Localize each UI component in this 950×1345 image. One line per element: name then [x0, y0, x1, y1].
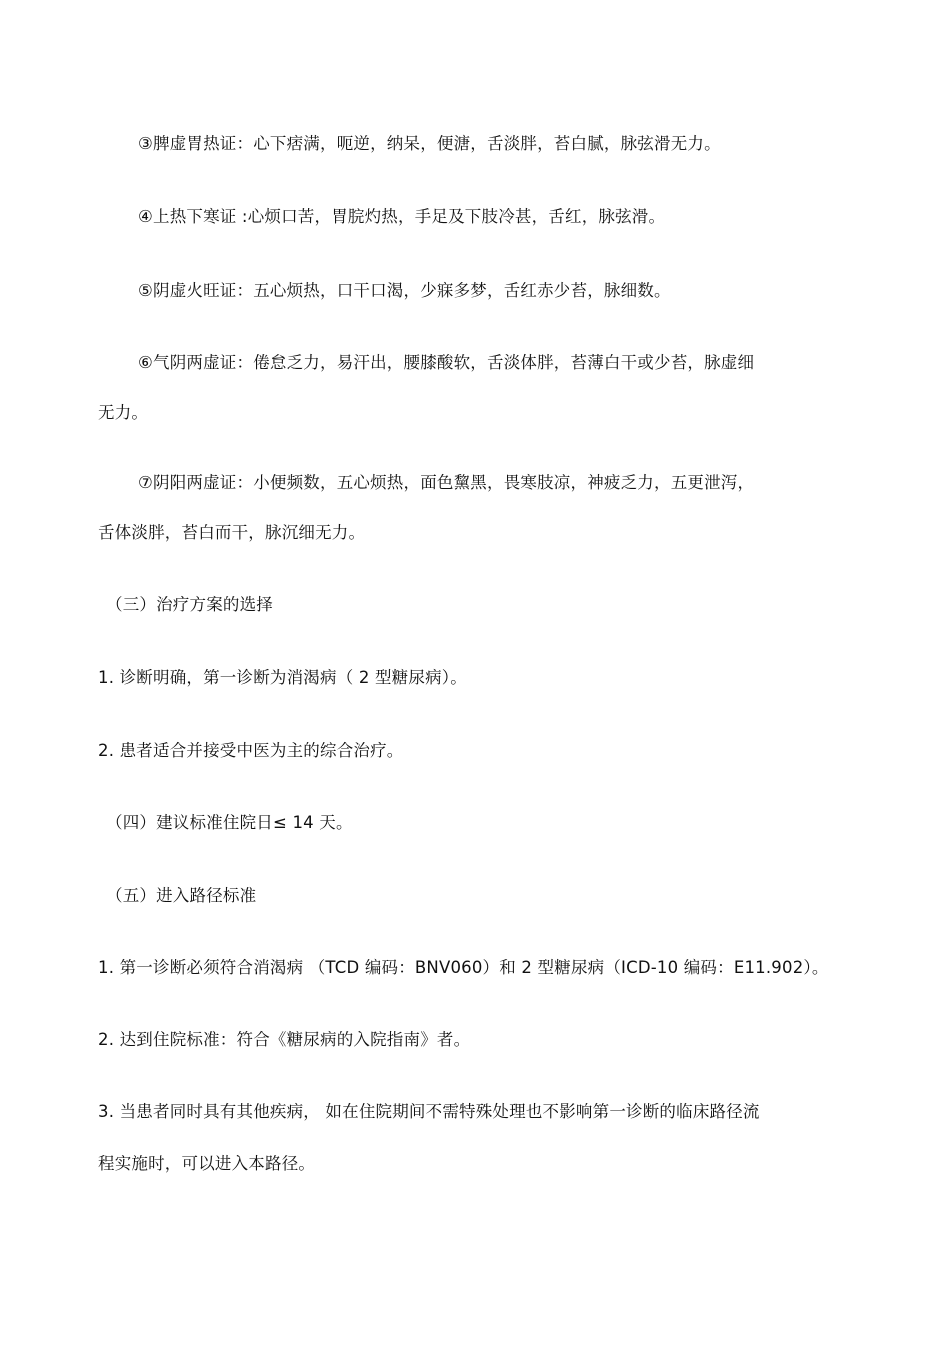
item-comprehensive-treatment: 2. 患者适合并接受中医为主的综合治疗。 — [98, 741, 404, 760]
paragraph-qi-yin-deficiency-line1: ⑥气阴两虚证：倦怠乏力，易汗出，腰膝酸软，舌淡体胖，苔薄白干或少苔，脉虚细 — [138, 353, 755, 372]
paragraph-yin-deficiency-fire: ⑤阴虚火旺证：五心烦热，口干口渴，少寐多梦，舌红赤少苔，脉细数。 — [138, 281, 671, 300]
paragraph-qi-yin-deficiency-line2: 无力。 — [98, 403, 149, 422]
item-comorbidity-line1: 3. 当患者同时具有其他疾病， 如在住院期间不需特殊处理也不影响第一诊断的临床路径流 — [98, 1102, 760, 1121]
paragraph-yin-yang-deficiency-line1: ⑦阴阳两虚证：小便频数，五心烦热，面色黧黑，畏寒肢凉，神疲乏力，五更泄泻， — [138, 473, 755, 492]
paragraph-spleen-stomach-heat: ③脾虚胃热证：心下痞满，呃逆，纳呆，便溏，舌淡胖，苔白腻，脉弦滑无力。 — [138, 134, 721, 153]
item-first-diagnosis-codes: 1. 第一诊断必须符合消渴病 （TCD 编码：BNV060）和 2 型糖尿病（ICD-10 编码：E11.902）。 — [98, 958, 829, 977]
paragraph-upper-heat-lower-cold: ④上热下寒证 :心烦口苦，胃脘灼热，手足及下肢冷甚，舌红，脉弦滑。 — [138, 207, 666, 226]
item-diagnosis-clear: 1. 诊断明确，第一诊断为消渴病（ 2 型糖尿病）。 — [98, 668, 467, 687]
section-heading-hospital-days: （四）建议标准住院日≤ 14 天。 — [106, 813, 353, 832]
section-heading-pathway-criteria: （五）进入路径标准 — [106, 886, 257, 905]
item-admission-standard: 2. 达到住院标准：符合《糖尿病的入院指南》者。 — [98, 1030, 471, 1049]
item-comorbidity-line2: 程实施时，可以进入本路径。 — [98, 1154, 316, 1173]
section-heading-treatment-plan: （三）治疗方案的选择 — [106, 595, 273, 614]
paragraph-yin-yang-deficiency-line2: 舌体淡胖，苔白而干，脉沉细无力。 — [98, 523, 366, 542]
